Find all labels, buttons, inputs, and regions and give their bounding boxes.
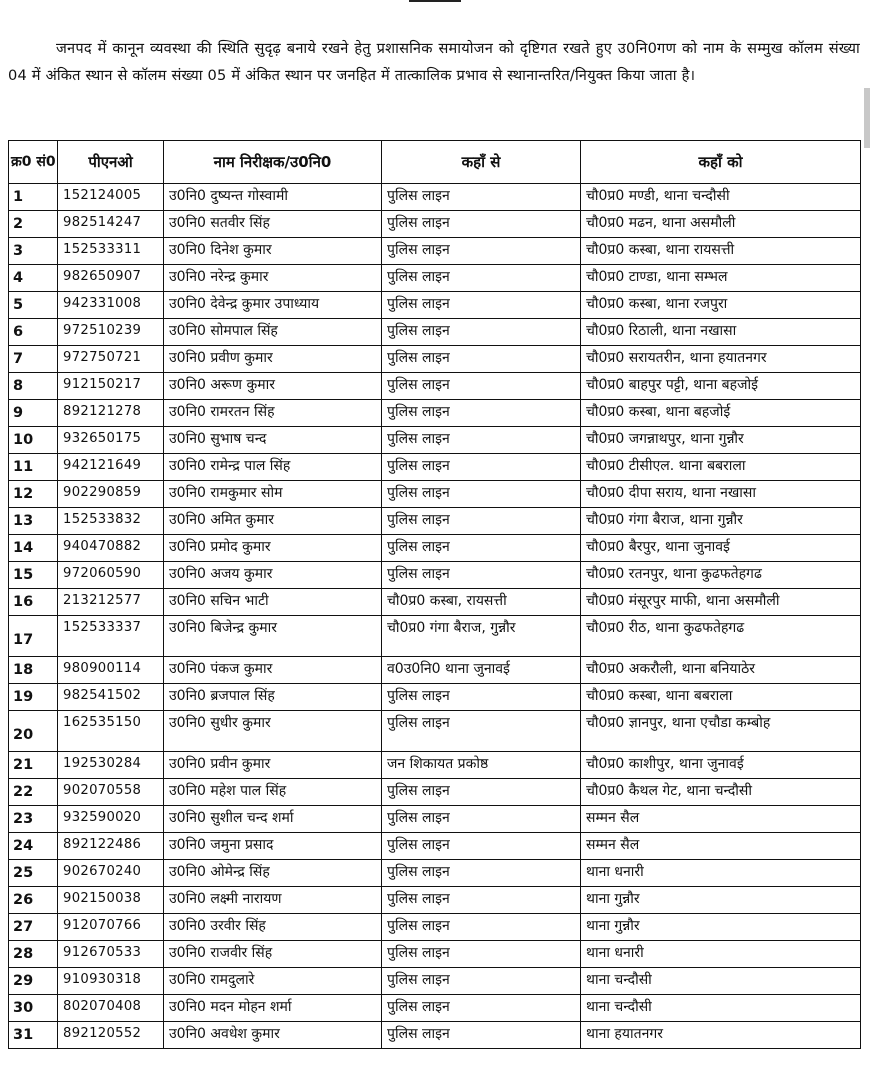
cell-pno: 982541502 [58,684,164,711]
cell-pno: 972750721 [58,346,164,373]
cell-name: उ0नि0 अवधेश कुमार [164,1022,382,1049]
cell-pno: 902070558 [58,779,164,806]
cell-name: उ0नि0 अमित कुमार [164,508,382,535]
cell-from: पुलिस लाइन [382,427,581,454]
cell-to: चौ0प्र0 रिठाली, थाना नखासा [581,319,861,346]
cell-to: चौ0प्र0 कस्बा, थाना रजपुरा [581,292,861,319]
cell-name: उ0नि0 मदन मोहन शर्मा [164,995,382,1022]
cell-pno: 192530284 [58,752,164,779]
table-row [9,968,861,995]
cell-from: पुलिस लाइन [382,292,581,319]
table-row [9,779,861,806]
table-row [9,914,861,941]
table-row [9,860,861,887]
cell-from: पुलिस लाइन [382,806,581,833]
cell-to: चौ0प्र0 कस्बा, थाना रायसत्ती [581,238,861,265]
cell-sno: 8 [9,373,58,400]
table-row [9,211,861,238]
cell-sno: 22 [9,779,58,806]
cell-from: पुलिस लाइन [382,562,581,589]
cell-name: उ0नि0 जमुना प्रसाद [164,833,382,860]
cell-name: उ0नि0 अजय कुमार [164,562,382,589]
cell-sno: 6 [9,319,58,346]
cell-sno: 20 [9,711,58,752]
cell-sno: 10 [9,427,58,454]
cell-to: सम्मन सैल [581,806,861,833]
cell-name: उ0नि0 दुष्यन्त गोस्वामी [164,184,382,211]
cell-to: चौ0प्र0 गंगा बैराज, थाना गुन्नौर [581,508,861,535]
cell-pno: 162535150 [58,711,164,752]
cell-to: थाना धनारी [581,941,861,968]
cell-name: उ0नि0 सचिन भाटी [164,589,382,616]
cell-pno: 152533337 [58,616,164,657]
cell-from: पुलिस लाइन [382,454,581,481]
cell-pno: 942121649 [58,454,164,481]
table-row [9,711,861,752]
cell-to: थाना हयातनगर [581,1022,861,1049]
cell-pno: 152533832 [58,508,164,535]
cell-from: जन शिकायत प्रकोष्ठ [382,752,581,779]
transfer-table [8,140,861,1049]
cell-to: सम्मन सैल [581,833,861,860]
table-row [9,684,861,711]
cell-to: चौ0प्र0 जगन्नाथपुर, थाना गुन्नौर [581,427,861,454]
cell-to: चौ0प्र0 रतनपुर, थाना कुढफतेहगढ [581,562,861,589]
cell-name: उ0नि0 सुधीर कुमार [164,711,382,752]
cell-name: उ0नि0 राजवीर सिंह [164,941,382,968]
cell-from: पुलिस लाइन [382,941,581,968]
table-row [9,562,861,589]
cell-to: चौ0प्र0 अकरौली, थाना बनियाठेर [581,657,861,684]
cell-from: पुलिस लाइन [382,211,581,238]
cell-from: पुलिस लाइन [382,184,581,211]
table-row [9,833,861,860]
cell-name: उ0नि0 प्रमोद कुमार [164,535,382,562]
cell-sno: 12 [9,481,58,508]
cell-name: उ0नि0 देवेन्द्र कुमार उपाध्याय [164,292,382,319]
cell-pno: 213212577 [58,589,164,616]
cell-name: उ0नि0 ब्रजपाल सिंह [164,684,382,711]
cell-sno: 29 [9,968,58,995]
cell-from: पुलिस लाइन [382,887,581,914]
cell-pno: 910930318 [58,968,164,995]
cell-from: पुलिस लाइन [382,238,581,265]
cell-sno: 28 [9,941,58,968]
table-body [9,184,861,1049]
table-row [9,616,861,657]
cell-sno: 5 [9,292,58,319]
cell-to: थाना धनारी [581,860,861,887]
cell-sno: 23 [9,806,58,833]
cell-to: चौ0प्र0 कस्बा, थाना बहजोई [581,400,861,427]
cell-from: चौ0प्र0 गंगा बैराज, गुन्नौर [382,616,581,657]
table-row [9,292,861,319]
cell-sno: 31 [9,1022,58,1049]
cell-sno: 16 [9,589,58,616]
cell-from: चौ0प्र0 कस्बा, रायसत्ती [382,589,581,616]
cell-sno: 15 [9,562,58,589]
table-row [9,319,861,346]
cell-to: चौ0प्र0 टीसीएल. थाना बबराला [581,454,861,481]
cell-to: चौ0प्र0 कैथल गेट, थाना चन्दौसी [581,779,861,806]
table-row [9,589,861,616]
table-row [9,400,861,427]
cell-pno: 932650175 [58,427,164,454]
cell-to: चौ0प्र0 टाण्डा, थाना सम्भल [581,265,861,292]
cell-pno: 152124005 [58,184,164,211]
cell-to: चौ0प्र0 कस्बा, थाना बबराला [581,684,861,711]
cell-name: उ0नि0 उरवीर सिंह [164,914,382,941]
cell-pno: 912070766 [58,914,164,941]
cell-pno: 902670240 [58,860,164,887]
cell-name: उ0नि0 महेश पाल सिंह [164,779,382,806]
table-row [9,238,861,265]
cell-sno: 3 [9,238,58,265]
cell-name: उ0नि0 सुशील चन्द शर्मा [164,806,382,833]
cell-from: पुलिस लाइन [382,373,581,400]
cell-to: थाना चन्दौसी [581,995,861,1022]
cell-name: उ0नि0 प्रवीण कुमार [164,346,382,373]
cell-pno: 980900114 [58,657,164,684]
cell-to: चौ0प्र0 काशीपुर, थाना जुनावई [581,752,861,779]
intro-paragraph [8,35,860,89]
cell-from: पुलिस लाइन [382,860,581,887]
cell-to: थाना चन्दौसी [581,968,861,995]
cell-sno: 19 [9,684,58,711]
cell-sno: 27 [9,914,58,941]
cell-name: उ0नि0 रामेन्द्र पाल सिंह [164,454,382,481]
cell-pno: 802070408 [58,995,164,1022]
cell-from: पुलिस लाइन [382,535,581,562]
cell-pno: 940470882 [58,535,164,562]
cell-sno: 24 [9,833,58,860]
cell-from: पुलिस लाइन [382,508,581,535]
header-to: कहाँ को [581,141,861,184]
intro-text: जनपद में कानून व्यवस्था की स्थिति सुदृढ़ बनाये रखने हेतु प्रशासनिक समायोजन को दृष्टिगत रखते हुए उ0नि0गण को नाम के सम्मुख कॉलम संख्या 04 में अंकित स्थान से कॉलम संख्या 05 में अंकित स्थान पर जनहित में तात्कालिक प्रभाव से स्थानान्तरित/नियुक्त किया जाता है। [8,39,860,84]
cell-sno: 17 [9,616,58,657]
cell-sno: 13 [9,508,58,535]
cell-sno: 14 [9,535,58,562]
cell-name: उ0नि0 लक्ष्मी नारायण [164,887,382,914]
cell-to: चौ0प्र0 मढन, थाना असमौली [581,211,861,238]
cell-from: पुलिस लाइन [382,319,581,346]
cell-from: पुलिस लाइन [382,995,581,1022]
cell-pno: 972060590 [58,562,164,589]
cell-to: चौ0प्र0 दीपा सराय, थाना नखासा [581,481,861,508]
cell-pno: 912150217 [58,373,164,400]
cell-to: थाना गुन्नौर [581,887,861,914]
header-underline [409,0,461,2]
page-edge-shadow [864,88,870,148]
cell-sno: 9 [9,400,58,427]
cell-sno: 4 [9,265,58,292]
cell-pno: 982650907 [58,265,164,292]
cell-from: पुलिस लाइन [382,346,581,373]
cell-from: पुलिस लाइन [382,265,581,292]
table-row [9,427,861,454]
cell-from: पुलिस लाइन [382,833,581,860]
table-row [9,373,861,400]
cell-name: उ0नि0 ओमेन्द्र सिंह [164,860,382,887]
table-row [9,184,861,211]
table-row [9,995,861,1022]
cell-to: चौ0प्र0 ज्ञानपुर, थाना एचौडा कम्बोह [581,711,861,752]
cell-from: पुलिस लाइन [382,684,581,711]
cell-sno: 11 [9,454,58,481]
cell-to: थाना गुन्नौर [581,914,861,941]
cell-sno: 18 [9,657,58,684]
cell-name: उ0नि0 पंकज कुमार [164,657,382,684]
table-row [9,508,861,535]
table-row [9,346,861,373]
cell-name: उ0नि0 बिजेन्द्र कुमार [164,616,382,657]
cell-sno: 1 [9,184,58,211]
cell-pno: 892120552 [58,1022,164,1049]
cell-name: उ0नि0 सोमपाल सिंह [164,319,382,346]
cell-name: उ0नि0 प्रवीन कुमार [164,752,382,779]
cell-name: उ0नि0 सुभाष चन्द [164,427,382,454]
cell-name: उ0नि0 रामदुलारे [164,968,382,995]
cell-from: पुलिस लाइन [382,968,581,995]
cell-pno: 892121278 [58,400,164,427]
cell-to: चौ0प्र0 रीठ, थाना कुढफतेहगढ [581,616,861,657]
cell-name: उ0नि0 रामकुमार सोम [164,481,382,508]
cell-sno: 21 [9,752,58,779]
cell-sno: 26 [9,887,58,914]
cell-pno: 932590020 [58,806,164,833]
cell-to: चौ0प्र0 मंसूरपुर माफी, थाना असमौली [581,589,861,616]
cell-pno: 982514247 [58,211,164,238]
cell-pno: 152533311 [58,238,164,265]
cell-from: पुलिस लाइन [382,779,581,806]
cell-sno: 30 [9,995,58,1022]
table-row [9,481,861,508]
table-header-row [9,141,861,184]
cell-to: चौ0प्र0 सरायतरीन, थाना हयातनगर [581,346,861,373]
cell-from: पुलिस लाइन [382,914,581,941]
table-row [9,752,861,779]
table-row [9,941,861,968]
cell-sno: 2 [9,211,58,238]
cell-from: पुलिस लाइन [382,481,581,508]
table-row [9,1022,861,1049]
cell-name: उ0नि0 रामरतन सिंह [164,400,382,427]
cell-pno: 902290859 [58,481,164,508]
cell-to: चौ0प्र0 बाहपुर पट्टी, थाना बहजोई [581,373,861,400]
cell-sno: 7 [9,346,58,373]
cell-from: पुलिस लाइन [382,400,581,427]
cell-name: उ0नि0 सतवीर सिंह [164,211,382,238]
cell-from: पुलिस लाइन [382,711,581,752]
header-from: कहाँ से [382,141,581,184]
cell-from: पुलिस लाइन [382,1022,581,1049]
cell-from: व0उ0नि0 थाना जुनावई [382,657,581,684]
cell-to: चौ0प्र0 मण्डी, थाना चन्दौसी [581,184,861,211]
cell-pno: 972510239 [58,319,164,346]
cell-name: उ0नि0 अरूण कुमार [164,373,382,400]
table-row [9,535,861,562]
cell-name: उ0नि0 नरेन्द्र कुमार [164,265,382,292]
cell-sno: 25 [9,860,58,887]
cell-pno: 902150038 [58,887,164,914]
cell-pno: 912670533 [58,941,164,968]
cell-to: चौ0प्र0 बैरपुर, थाना जुनावई [581,535,861,562]
header-name: नाम निरीक्षक/उ0नि0 [164,141,382,184]
cell-name: उ0नि0 दिनेश कुमार [164,238,382,265]
table-row [9,454,861,481]
header-pno: पीएनओ [58,141,164,184]
cell-pno: 942331008 [58,292,164,319]
table-row [9,806,861,833]
table-row [9,887,861,914]
cell-pno: 892122486 [58,833,164,860]
table-row [9,657,861,684]
table-row [9,265,861,292]
header-sno: क्र0 सं0 [9,141,58,184]
